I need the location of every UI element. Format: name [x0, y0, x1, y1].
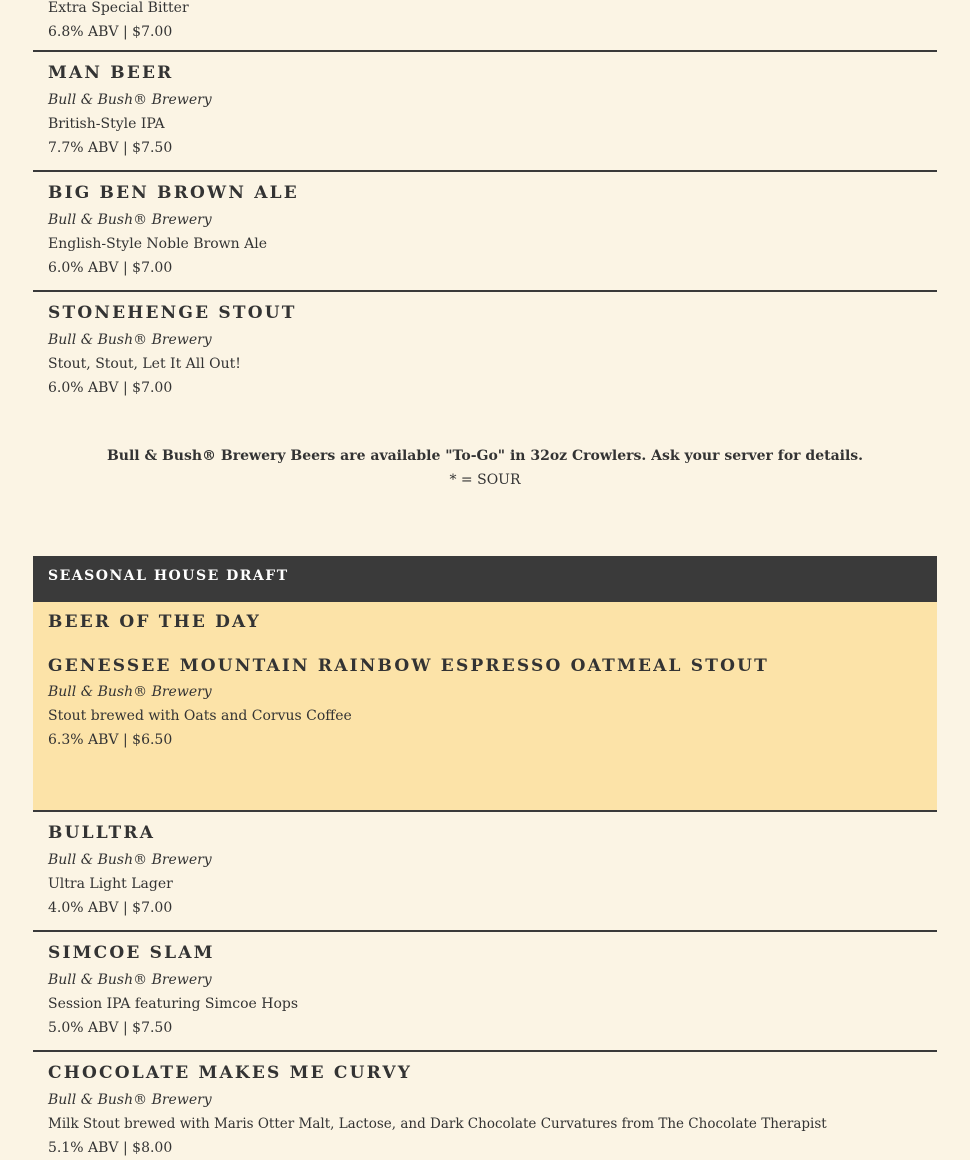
beer-price: $7.00	[132, 900, 173, 916]
beer-style: Milk Stout brewed with Maris Otter Malt, Lactose, and Dark Chocolate Curvatures from The Chocolate Therapist	[48, 1116, 827, 1132]
beer-abv: 7.7% ABV	[48, 140, 119, 156]
crowler-text: Bull & Bush® Brewery Beers are available "To-Go" in 32oz Crowlers. Ask your server for details.	[106, 448, 864, 464]
separator: |	[118, 380, 133, 396]
beer-abv: 6.3% ABV	[48, 732, 119, 748]
separator: |	[118, 260, 133, 276]
beer-style: Stout, Stout, Let It All Out!	[48, 356, 241, 372]
beer-price: $7.00	[132, 260, 173, 276]
beer-price: $6.50	[132, 732, 173, 748]
beer-item-partial	[33, 0, 937, 52]
separator: |	[118, 1020, 133, 1036]
section-header: SEASONAL HOUSE DRAFT	[33, 556, 937, 602]
beer-price: $7.50	[132, 140, 173, 156]
sour-key: * = SOUR	[449, 472, 521, 488]
beer-of-the-day-label: BEER OF THE DAY	[48, 612, 261, 632]
beer-style: Extra Special Bitter	[48, 0, 189, 16]
beer-abv-price	[48, 896, 922, 920]
beer-brewery: Bull & Bush® Brewery	[48, 92, 212, 108]
beer-item-featured	[33, 602, 937, 812]
beer-abv-price	[48, 256, 922, 280]
beer-name: GENESSEE MOUNTAIN RAINBOW ESPRESSO OATMEAL STOUT	[48, 656, 769, 676]
beer-style: Session IPA featuring Simcoe Hops	[48, 996, 299, 1012]
beer-brewery: Bull & Bush® Brewery	[48, 852, 212, 868]
beer-item-big-ben-brown-ale	[33, 172, 937, 292]
beer-item-stonehenge-stout	[33, 292, 937, 412]
beer-abv: 4.0% ABV	[48, 900, 119, 916]
separator: |	[118, 140, 133, 156]
beer-abv-price	[48, 1136, 922, 1160]
beer-name: STONEHENGE STOUT	[48, 303, 297, 323]
beer-abv: 5.1% ABV	[48, 1140, 119, 1156]
beer-brewery: Bull & Bush® Brewery	[48, 1092, 212, 1108]
beer-brewery: Bull & Bush® Brewery	[48, 212, 212, 228]
beer-name: CHOCOLATE MAKES ME CURVY	[48, 1063, 413, 1083]
beer-name: BULLTRA	[48, 823, 156, 843]
crowler-notice	[33, 444, 937, 492]
separator: |	[118, 24, 133, 40]
separator: |	[118, 900, 133, 916]
beer-price: $7.00	[132, 380, 173, 396]
beer-style: British-Style IPA	[48, 116, 165, 132]
seasonal-section	[33, 556, 937, 1156]
beer-item-simcoe-slam	[33, 932, 937, 1052]
beer-style: Stout brewed with Oats and Corvus Coffee	[48, 708, 352, 724]
beer-price: $8.00	[132, 1140, 173, 1156]
beer-brewery: Bull & Bush® Brewery	[48, 972, 212, 988]
beer-item-bulltra	[33, 812, 937, 932]
beer-price: $7.00	[132, 24, 173, 40]
beer-brewery: Bull & Bush® Brewery	[48, 684, 212, 700]
beer-item-chocolate-makes-me-curvy	[33, 1052, 937, 1156]
beer-abv: 6.0% ABV	[48, 260, 119, 276]
beer-abv-price	[48, 728, 922, 752]
beer-style: English-Style Noble Brown Ale	[48, 236, 268, 252]
beer-list-top	[33, 0, 937, 412]
beer-abv-price	[48, 376, 922, 400]
beer-name: MAN BEER	[48, 63, 174, 83]
beer-style: Ultra Light Lager	[48, 876, 173, 892]
beer-item-man-beer	[33, 52, 937, 172]
beer-abv-price	[48, 1016, 922, 1040]
beer-abv-price	[48, 20, 922, 44]
beer-abv: 6.0% ABV	[48, 380, 119, 396]
beer-name: BIG BEN BROWN ALE	[48, 183, 299, 203]
beer-price: $7.50	[132, 1020, 173, 1036]
beer-abv: 5.0% ABV	[48, 1020, 119, 1036]
separator: |	[118, 732, 133, 748]
beer-name: SIMCOE SLAM	[48, 943, 215, 963]
beer-abv: 6.8% ABV	[48, 24, 119, 40]
beer-brewery: Bull & Bush® Brewery	[48, 332, 212, 348]
beer-abv-price	[48, 136, 922, 160]
separator: |	[118, 1140, 133, 1156]
